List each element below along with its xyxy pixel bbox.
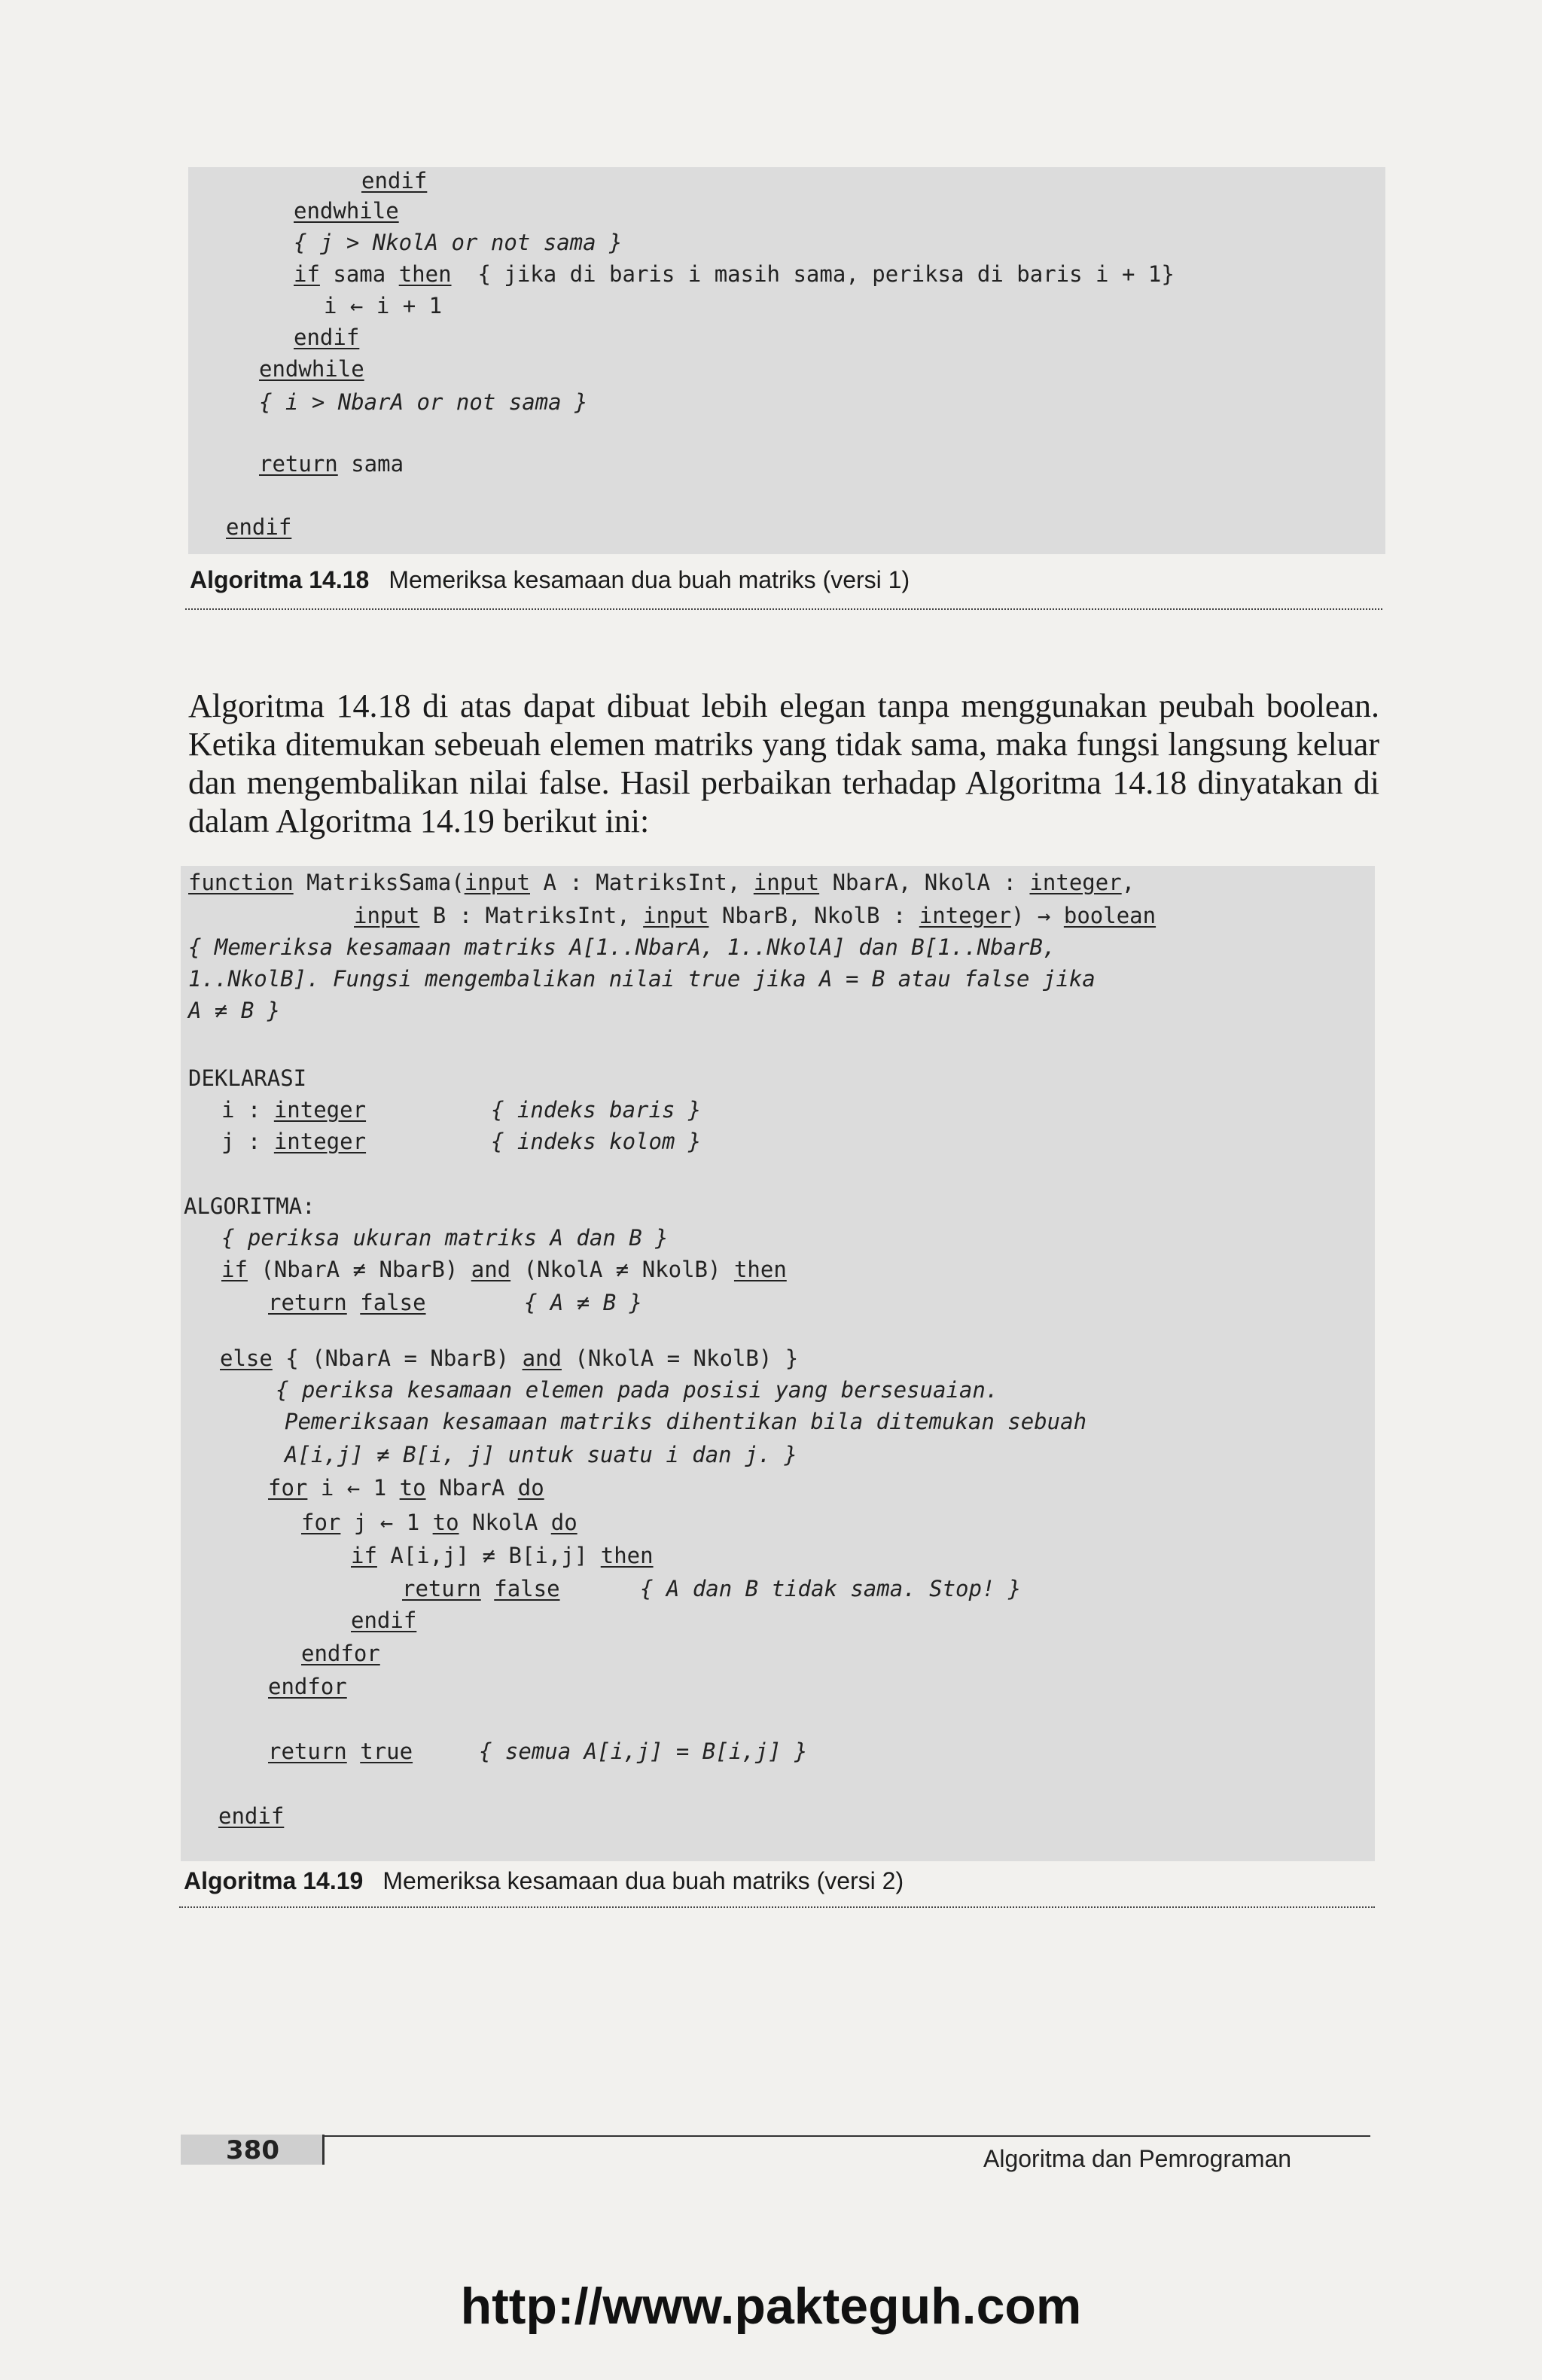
keyword: to [399, 1475, 426, 1501]
code-line [402, 1575, 560, 1602]
code-line [361, 167, 427, 194]
keyword: endif [361, 168, 428, 194]
code-comment: 1..NkolB]. Fungsi mengembalikan nilai true jika A = B atau false jika [188, 966, 1096, 992]
keyword: do [517, 1475, 544, 1501]
algorithm-14-19-code-box [181, 866, 1375, 1861]
keyword: and [522, 1345, 562, 1371]
keyword: and [471, 1257, 511, 1282]
caption-text: Memeriksa kesamaan dua buah matriks (versi 2) [382, 1867, 904, 1894]
caption-divider [179, 1906, 1375, 1908]
code-line: j : integer [221, 1129, 367, 1154]
keyword: for [268, 1475, 308, 1501]
code-comment: { indeks baris } [491, 1097, 702, 1123]
code-comment: { j > NkolA or not sama } [294, 230, 623, 255]
algorithm-14-18-code-box [188, 167, 1385, 554]
keyword: integer [273, 1097, 367, 1123]
code-line: if (NbarA ≠ NbarB) and (NkolA ≠ NkolB) then [221, 1257, 787, 1282]
keyword: to [432, 1510, 459, 1535]
running-footer-title: Algoritma dan Pemrograman [983, 2145, 1292, 2172]
keyword: if [294, 261, 320, 287]
keyword: then [600, 1543, 654, 1568]
keyword: endwhile [259, 356, 364, 382]
code-comment: { A dan B tidak sama. Stop! } [640, 1576, 1022, 1601]
code-line [294, 324, 359, 351]
keyword: endfor [268, 1674, 347, 1699]
code-line: for i ← 1 to NbarA do [268, 1475, 544, 1501]
caption-label: Algoritma 14.18 [190, 566, 370, 593]
code-line [268, 1673, 347, 1700]
algorithm-14-18-caption [190, 566, 910, 594]
code-line [226, 513, 291, 541]
paragraph-text: Algoritma 14.18 di atas dapat dibuat lebih elegan tanpa menggunakan peubah boolean. Ketika ditemukan sebeuah elemen matriks yang tidak sama, maka fungsi langsung keluar dan mengembalikan nilai false. Hasil perbaikan terhadap Algoritma 14.18 dinyatakan di dalam Algoritma 14.19 berikut ini: [188, 687, 1379, 840]
keyword: then [733, 1257, 787, 1282]
keyword: input [753, 870, 820, 895]
keyword: for [301, 1510, 341, 1535]
code-line: input B : MatriksInt, input NbarB, NkolB : integer) → boolean [354, 903, 1156, 928]
caption-divider [185, 608, 1382, 610]
keyword: boolean [1063, 903, 1156, 928]
website-url: http://www.pakteguh.com [460, 2278, 1082, 2335]
keyword: endif [351, 1607, 417, 1633]
code-line [294, 197, 399, 224]
keyword: else [220, 1345, 273, 1371]
code-line: for j ← 1 to NkolA do [301, 1510, 577, 1535]
keyword: if [221, 1257, 248, 1282]
code-comment: { Memeriksa kesamaan matriks A[1..NbarA, 1..NkolA] dan B[1..NbarB, [188, 934, 1056, 960]
keyword: input [464, 870, 530, 895]
code-line: else { (NbarA = NbarB) and (NkolA = NkolB) } [220, 1345, 799, 1371]
code-comment: { semua A[i,j] = B[i,j] } [479, 1739, 808, 1764]
keyword: return [402, 1576, 481, 1601]
keyword: integer [919, 903, 1012, 928]
code-line: function MatriksSama(input A : MatriksInt, input NbarA, NkolA : integer, [188, 870, 1135, 895]
code-comment: Pemeriksaan kesamaan matriks dihentikan bila ditemukan sebuah [285, 1409, 1087, 1434]
code-line: if A[i,j] ≠ B[i,j] then [351, 1543, 654, 1568]
body-paragraph [188, 687, 1379, 840]
keyword: function [188, 870, 294, 895]
keyword: endif [294, 325, 360, 350]
keyword: integer [273, 1129, 367, 1154]
code-line [351, 1607, 416, 1634]
keyword: input [354, 903, 420, 928]
keyword: do [550, 1510, 577, 1535]
keyword: return [268, 1290, 347, 1315]
code-line [218, 1803, 284, 1830]
keyword: if [351, 1543, 377, 1568]
code-line: i ← i + 1 [324, 293, 443, 318]
keyword: endfor [301, 1641, 380, 1666]
footer-rule [181, 2135, 1370, 2137]
keyword: return [259, 451, 338, 477]
code-comment: A[i,j] ≠ B[i, j] untuk suatu i dan j. } [285, 1442, 797, 1467]
code-line: ALGORITMA: [184, 1193, 315, 1219]
code-line: DEKLARASI [188, 1065, 307, 1091]
keyword: input [643, 903, 709, 928]
code-line [301, 1640, 380, 1667]
caption-text: Memeriksa kesamaan dua buah matriks (versi 1) [389, 566, 910, 593]
page-number: 380 [226, 2135, 279, 2165]
keyword: false [360, 1290, 426, 1315]
caption-label: Algoritma 14.19 [184, 1867, 364, 1894]
keyword: endwhile [294, 198, 399, 224]
code-comment: { indeks kolom } [491, 1129, 702, 1154]
code-comment: A ≠ B } [188, 998, 281, 1023]
code-line: i : integer [221, 1097, 367, 1123]
keyword: then [398, 261, 452, 287]
keyword: return [268, 1739, 347, 1764]
algorithm-14-19-caption [184, 1867, 904, 1895]
code-comment: { i > NbarA or not sama } [259, 389, 588, 415]
code-comment: { periksa kesamaan elemen pada posisi yang bersesuaian. [276, 1377, 999, 1403]
keyword: endif [226, 514, 292, 540]
keyword: endif [218, 1803, 285, 1829]
code-line [259, 355, 364, 382]
code-comment: { periksa ukuran matriks A dan B } [221, 1225, 669, 1251]
code-line [268, 1289, 426, 1316]
code-comment: { A ≠ B } [524, 1290, 643, 1315]
code-line: return sama [259, 451, 404, 477]
code-line: if sama then { jika di baris i masih sama, periksa di baris i + 1} [294, 261, 1175, 287]
keyword: integer [1029, 870, 1122, 895]
code-line [268, 1738, 413, 1765]
keyword: false [494, 1576, 560, 1601]
keyword: true [360, 1739, 413, 1764]
